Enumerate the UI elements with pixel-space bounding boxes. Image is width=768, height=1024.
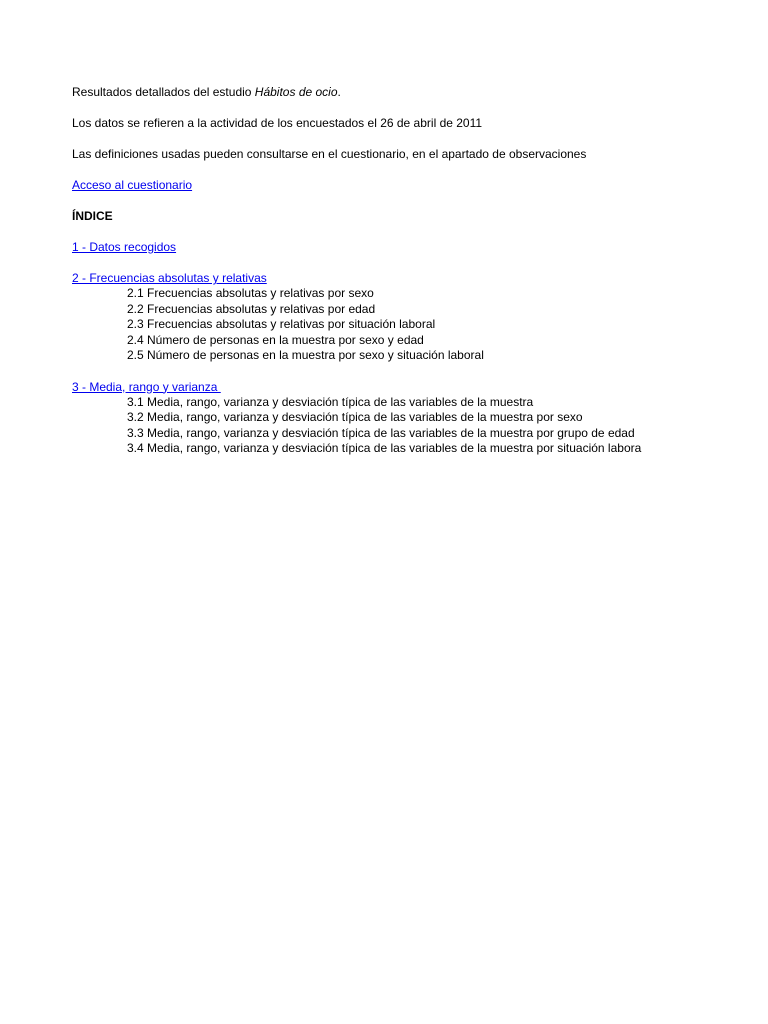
- study-title-suffix: .: [337, 85, 341, 99]
- document-body: [72, 84, 752, 457]
- index-section-2: [72, 270, 752, 364]
- index-section-1-link[interactable]: 1 - Datos recogidos: [72, 240, 177, 254]
- index-item-3-1: 3.1 Media, rango, varianza y desviación típica de las variables de la muestra: [127, 394, 534, 409]
- index-heading: ÍNDICE: [72, 209, 113, 223]
- index-item-2-4: 2.4 Número de personas en la muestra por sexo y edad: [127, 332, 424, 347]
- index-item-3-4: 3.4 Media, rango, varianza y desviación típica de las variables de la muestra por situación labora: [127, 441, 642, 455]
- index-item-2-1: 2.1 Frecuencias absolutas y relativas por sexo: [127, 286, 374, 300]
- index-section-3: [72, 379, 752, 457]
- questionnaire-link[interactable]: Acceso al cuestionario: [72, 178, 193, 192]
- study-title-line: [72, 84, 752, 100]
- index-item-2-5: 2.5 Número de personas en la muestra por sexo y situación laboral: [127, 348, 484, 362]
- index-section-2-title-line: [72, 270, 752, 286]
- index-item-3-3: 3.3 Media, rango, varianza y desviación típica de las variables de la muestra por grupo de edad: [127, 425, 635, 440]
- study-title-prefix: Resultados detallados del estudio: [72, 85, 255, 99]
- index-item-3-2: 3.2 Media, rango, varianza y desviación típica de las variables de la muestra por sexo: [127, 410, 583, 424]
- index-section-3-title-line: [72, 379, 752, 395]
- definitions-note: Las definiciones usadas pueden consultarse en el cuestionario, en el apartado de observaciones: [72, 147, 587, 161]
- index-section-2-link[interactable]: 2 - Frecuencias absolutas y relativas: [72, 271, 267, 285]
- index-section-3-link[interactable]: 3 - Media, rango y varianza: [72, 379, 221, 394]
- index-section-1: [72, 239, 752, 255]
- date-note: Los datos se refieren a la actividad de los encuestados el 26 de abril de 2011: [72, 116, 483, 130]
- index-item-2-2: 2.2 Frecuencias absolutas y relativas por edad: [127, 301, 376, 316]
- study-name: Hábitos de ocio: [254, 85, 338, 99]
- questionnaire-link-line: [72, 177, 752, 193]
- index-item-2-3: 2.3 Frecuencias absolutas y relativas por situación laboral: [127, 317, 436, 331]
